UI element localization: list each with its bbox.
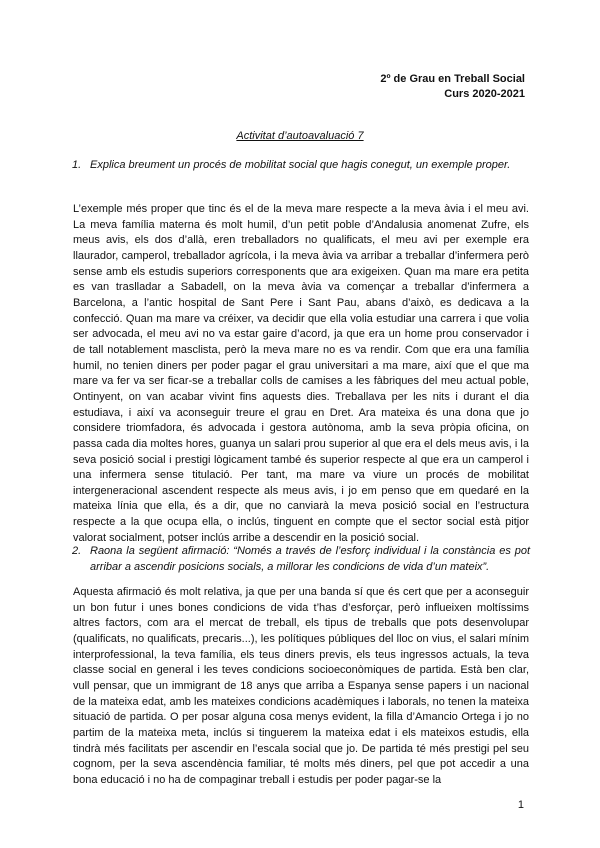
question-2 bbox=[72, 543, 530, 575]
question-1-number: 1. bbox=[72, 159, 82, 171]
academic-year: Curs 2020-2021 bbox=[444, 88, 525, 100]
answer-1-paragraph: L’exemple més proper que tinc és el de la meva mare respecte a la meva àvia i el meu avi. La meva família materna és molt humil, d’un petit poble d’Andalusia anomenat Zufre, els meus avis, els dos d’allà, eren treballadors no qualificats, el meu avi per exemple era llaurador, camperol, treballador agrícola, i la meva àvia va arribar a treballar d’infermera però sense amb els estudis superiors corresponents que ara exigeixen. Quan ma mare era petita es van traslladar a Sabadell, on la meva àvia va començar a treballar d’infermera a Barcelona, a l’antic hospital de Sant Pere i Sant Pau, abans d’això, es dedicava a la confecció. Quan ma mare va créixer, va decidir que ella volia estudiar una carrera i que volia ser advocada, el meu avi no va estar gaire d’acord, ja que era un home prou conservador i de tall notablement masclista, però la meva mare no es va rendir. Com que era una família humil, no tenien diners per poder pagar el grau universitari a ma mare, així que el que ma mare va fer va ser ficar-se a treballar colls de camises a les fàbriques del meu actual poble, Ontinyent, on van acabar vivint fins aquests dies. Treballava per les nits i durant el dia estudiava, i així va aconseguir treure el grau en Dret. Ara mateixa és una dona que jo considere triomfadora, és advocada i gestora autònoma, amb la seva pròpia oficina, on passa cada dia moltes hores, guanya un salari prou superior al que era el dels meus avis, i la seva posició social i prestigi lògicament també és superior respecte al que era un camperol i una infermera sense titulació. Per tant, ma mare va viure un procés de mobilitat intergeneracional ascendent respecte als meus avis, i jo em penso que em quedaré en la mateixa línia que ella, és a dir, que no canviarà la meva posició social en l’estructura respecte a la que ocupa ella, o inclús, tinguent en compte que el sector social està pitjor valorat socialment, potser inclús arribe a descendir en la posició social. bbox=[73, 203, 529, 544]
page-number: 1 bbox=[517, 799, 524, 811]
activity-title: Activitat d’autoavaluació 7 bbox=[236, 130, 364, 142]
document-header bbox=[380, 72, 525, 102]
question-1 bbox=[72, 157, 530, 173]
answer-2-paragraph: Aquesta afirmació és molt relativa, ja que per una banda sí que és cert que per a aconseguir un bon futur i unes bones condicions de vida t’has d’esforçar, però influeixen moltíssims altres factors, com ara el mercat de treball, els tipus de treballs que pots desenvolupar (qualificats, no qualificats, precaris...), les polítiques públiques del lloc on vius, el salari mínim interprofessional, la teva família, els teus diners previs, els teus ingressos actuals, la teva classe social en general i les teves condicions socioeconòmiques de partida. Està ben clar, vull pensar, que un immigrant de 18 anys que arriba a Espanya sense papers i un nacional de la mateixa edat, amb les mateixes condicions acadèmiques i laborals, no tenen la mateixa situació de partida. O per posar alguna cosa menys evident, la filla d’Amancio Ortega i jo no partim de la mateixa meta, inclús si tinguerem la mateixa edat i els mateixos estudis, ella tindrà més facilitats per ascendir en l’escala social que jo. De partida té més prestigi pel seu cognom, per la seva ascendència familiar, té molts més diners, pel que pot accedir a una bona educació i no ha de compaginar treball i estudis per poder pagar-se la bbox=[73, 586, 529, 786]
question-1-text: Explica breument un procés de mobilitat social que hagis conegut, un exemple proper. bbox=[90, 159, 511, 171]
question-2-text: Raona la següent afirmació: “Només a través de l’esforç individual i la constància es pot arribar a ascendir posicions socials, a millorar les condicions de vida d’un mateix”. bbox=[90, 545, 530, 573]
course-name: 2º de Grau en Treball Social bbox=[380, 73, 525, 85]
question-2-number: 2. bbox=[72, 545, 82, 557]
